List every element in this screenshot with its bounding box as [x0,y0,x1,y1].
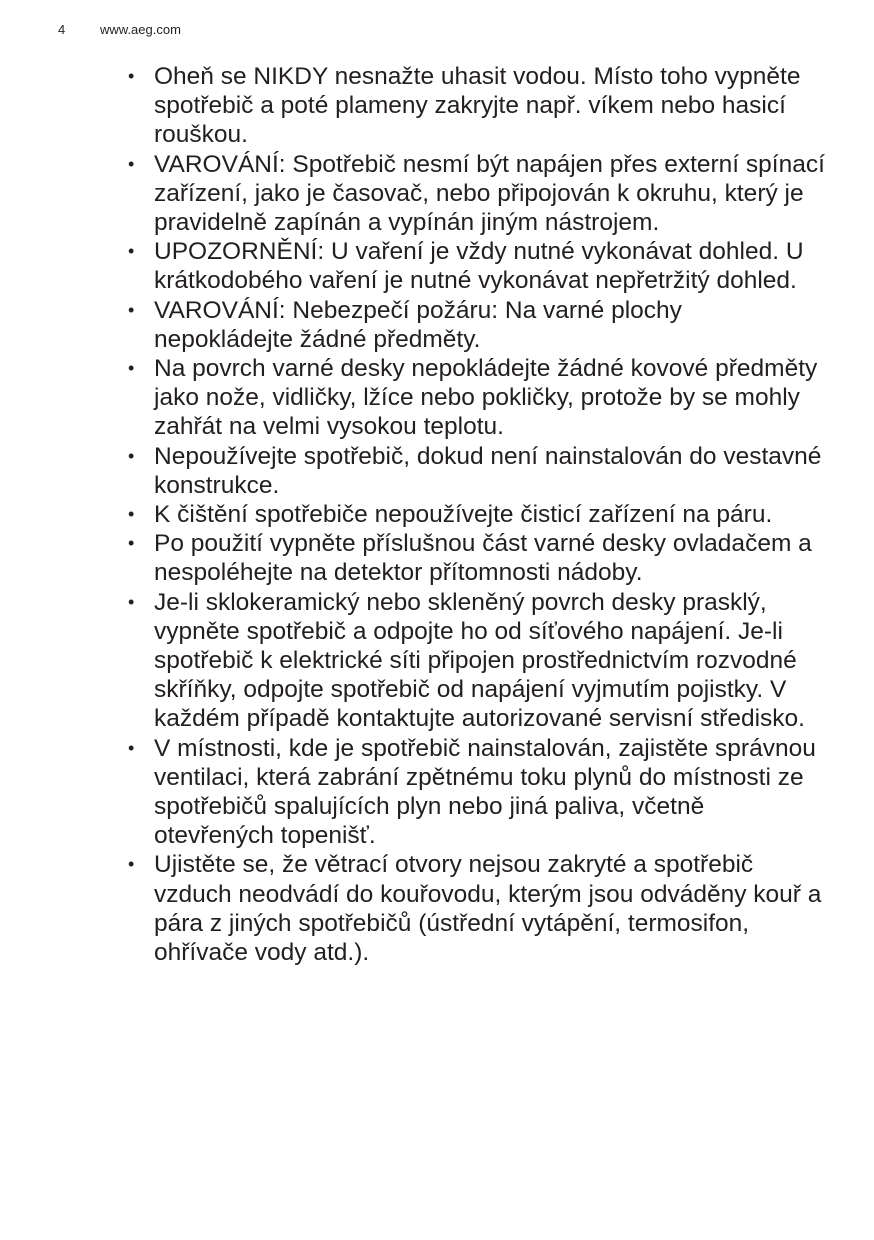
list-item-text: UPOZORNĚNÍ: U vaření je vždy nutné vykonávat dohled. U krátkodobého vaření je nutné vykonávat nepřetržitý dohled. [154,238,804,295]
bullet-icon: • [128,153,135,174]
bullet-icon: • [128,504,135,525]
list-item [126,354,826,442]
list-item [126,237,826,295]
list-item [126,850,826,967]
list-item-text: Na povrch varné desky nepokládejte žádné kovové předměty jako nože, vidličky, lžíce nebo pokličky, protože by se mohly zahřát na velmi vysokou teplotu. [154,355,818,441]
list-item [126,529,826,587]
list-item-text: V místnosti, kde je spotřebič nainstalován, zajistěte správnou ventilaci, která zabrání zpětnému toku plynů do místnosti ze spotřebičů spalujících plyn nebo jiná paliva, včetně otevřených topenišť. [154,734,816,850]
page-number: 4 [58,22,66,37]
list-item [126,62,826,150]
bullet-icon: • [128,737,135,758]
list-item [126,150,826,238]
bullet-icon: • [128,241,135,262]
bullet-icon: • [128,299,135,320]
list-item-text: Po použití vypněte příslušnou část varné desky ovladačem a nespoléhejte na detektor přítomnosti nádoby. [154,530,812,587]
page-header [58,21,181,39]
bullet-list [126,62,826,967]
bullet-icon: • [128,66,135,86]
list-item [126,588,826,734]
list-item-text: K čištění spotřebiče nepoužívejte čisticí zařízení na páru. [154,501,773,529]
bullet-icon: • [128,854,135,875]
list-item-text: Nepoužívejte spotřebič, dokud není nainstalován do vestavné konstrukce. [154,442,822,499]
list-item [126,500,826,529]
list-item [126,734,826,851]
safety-instructions [126,62,826,967]
website-url: www.aeg.com [100,22,181,37]
list-item-text: Ujistěte se, že větrací otvory nejsou zakryté a spotřebič vzduch neodvádí do kouřovodu, kterým jsou odváděny kouř a pára z jiných spotřebičů (ústřední vytápění, termosifon, ohřívače vody atd.). [154,851,822,967]
list-item [126,442,826,500]
bullet-icon: • [128,358,135,379]
list-item-text: VAROVÁNÍ: Spotřebič nesmí být napájen přes externí spínací zařízení, jako je časovač, nebo připojován k okruhu, který je pravidelně zapínán a vypínán jiným nástrojem. [154,150,825,237]
list-item-text: Oheň se NIKDY nesnažte uhasit vodou. Místo toho vypněte spotřebič a poté plameny zakryjte např. víkem nebo hasicí rouškou. [154,63,801,149]
list-item-text: VAROVÁNÍ: Nebezpečí požáru: Na varné plochy nepokládejte žádné předměty. [154,296,682,353]
bullet-icon: • [128,533,135,554]
list-item-text: Je-li sklokeramický nebo skleněný povrch desky prasklý, vypněte spotřebič a odpojte ho od síťového napájení. Je-li spotřebič k elektrické síti připojen prostřednictvím rozvodné skříňky, odpojte spotřebič od napájení vyjmutím pojistky. V každém případě kontaktujte autorizované servisní středisko. [154,588,805,733]
bullet-icon: • [128,445,135,466]
list-item [126,296,826,354]
bullet-icon: • [128,591,135,612]
